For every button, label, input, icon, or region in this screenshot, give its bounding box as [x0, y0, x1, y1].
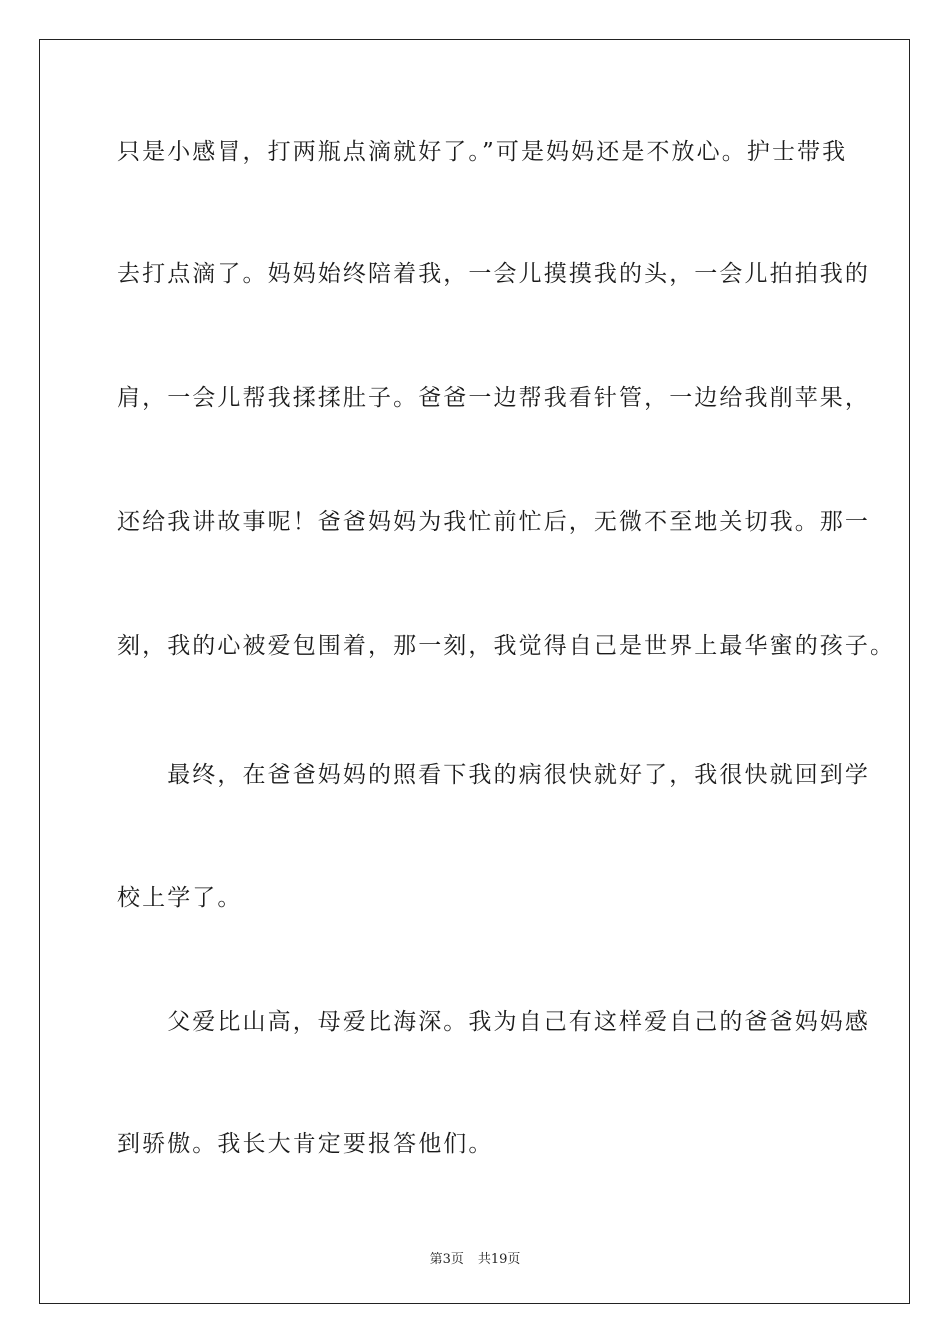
- text-line: 最终，在爸爸妈妈的照看下我的病很快就好了，我很快就回到学: [117, 762, 870, 788]
- text-line: 肩，一会儿帮我揉揉肚子。爸爸一边帮我看针管，一边给我削苹果，: [117, 385, 870, 411]
- text-line: 校上学了。: [117, 885, 243, 911]
- text-line: 去打点滴了。妈妈始终陪着我，一会儿摸摸我的头，一会儿拍拍我的: [117, 261, 870, 287]
- total-pages: 共19页: [477, 1252, 521, 1267]
- text-line: 到骄傲。我长大肯定要报答他们。: [117, 1131, 494, 1157]
- text-line: 刻，我的心被爱包围着，那一刻，我觉得自己是世界上最华蜜的孩子。: [117, 633, 896, 659]
- page-border: [39, 39, 910, 1304]
- text-line: 只是小感冒，打两瓶点滴就好了。”可是妈妈还是不放心。护士带我: [117, 139, 848, 165]
- text-line: 还给我讲故事呢！爸爸妈妈为我忙前忙后，无微不至地关切我。那一: [117, 509, 870, 535]
- page-footer: [0, 1248, 950, 1267]
- text-line: 父爱比山高，母爱比海深。我为自己有这样爱自己的爸爸妈妈感: [117, 1009, 870, 1035]
- page-number: 第3页: [429, 1252, 464, 1267]
